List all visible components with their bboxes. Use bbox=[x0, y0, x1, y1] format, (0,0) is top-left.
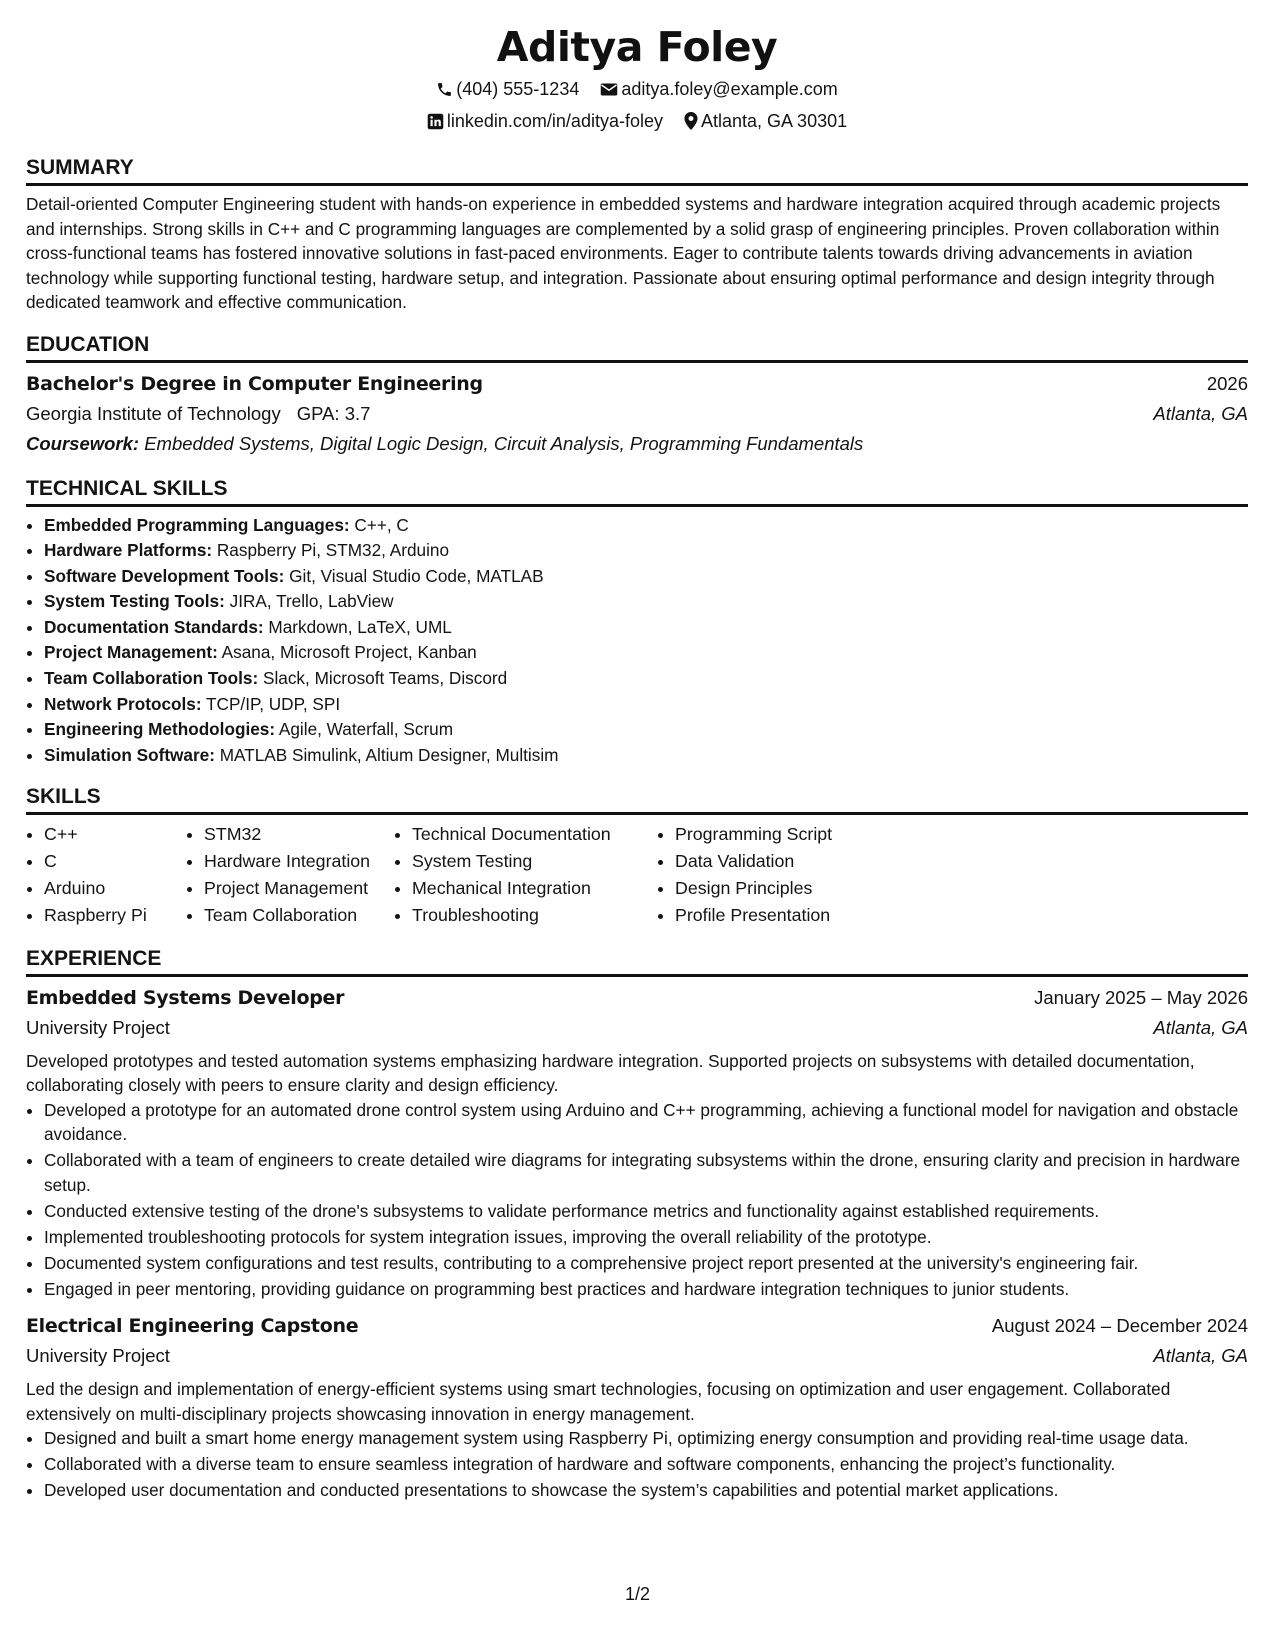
job-location: Atlanta, GA bbox=[1153, 1016, 1248, 1038]
job-dates: August 2024 – December 2024 bbox=[991, 1315, 1248, 1337]
contact-linkedin[interactable] bbox=[427, 107, 663, 138]
degree-title: Bachelor's Degree in Computer Engineering bbox=[26, 372, 483, 395]
list-item: • Programming Script bbox=[675, 821, 935, 848]
job-title: Embedded Systems Developer bbox=[26, 986, 345, 1009]
list-item bbox=[44, 666, 1248, 691]
list-item: • Data Validation bbox=[675, 848, 935, 875]
list-item: • System Testing bbox=[412, 848, 657, 875]
gpa: GPA: 3.7 bbox=[296, 402, 371, 424]
skill-label: Team Collaboration Tools: bbox=[44, 668, 259, 689]
job-bullets bbox=[26, 1426, 1248, 1503]
list-item: • Profile Presentation bbox=[675, 902, 935, 929]
skill-value: JIRA, Trello, LabView bbox=[229, 591, 394, 612]
linkedin-text: linkedin.com/in/aditya-foley bbox=[446, 111, 663, 131]
skill-label: System Testing Tools: bbox=[44, 591, 225, 612]
skill-value: Markdown, LaTeX, UML bbox=[268, 616, 452, 637]
list-item: • Arduino bbox=[44, 875, 186, 902]
list-item: • Hardware Integration bbox=[204, 848, 394, 875]
school-name: Georgia Institute of Technology bbox=[26, 402, 281, 424]
phone-text: (404) 555-1234 bbox=[456, 79, 580, 99]
list-item: • Raspberry Pi bbox=[44, 902, 186, 929]
list-item bbox=[44, 615, 1248, 640]
skills-section bbox=[26, 783, 1248, 928]
list-item bbox=[44, 564, 1248, 589]
candidate-name: Aditya Foley bbox=[496, 23, 778, 71]
email-text: aditya.foley@example.com bbox=[621, 79, 838, 99]
skill-value: Git, Visual Studio Code, MATLAB bbox=[289, 565, 544, 586]
skill-label: Simulation Software: bbox=[44, 744, 215, 765]
contact-phone bbox=[436, 75, 579, 106]
skill-value: MATLAB Simulink, Altium Designer, Multisim bbox=[219, 744, 559, 765]
skills-column bbox=[394, 821, 657, 928]
contact-location bbox=[684, 107, 847, 138]
education-row-2 bbox=[26, 399, 1248, 429]
list-item bbox=[44, 589, 1248, 614]
list-item: • Implemented troubleshooting protocols for system integration issues, improving the overall reliability of the prototype. bbox=[44, 1225, 1248, 1250]
skills-column bbox=[657, 821, 935, 928]
section-heading: SKILLS bbox=[26, 783, 1248, 815]
experience-entry bbox=[26, 983, 1248, 1302]
job-title: Electrical Engineering Capstone bbox=[26, 1315, 359, 1338]
coursework bbox=[26, 429, 1248, 459]
skill-value: Slack, Microsoft Teams, Discord bbox=[263, 668, 508, 689]
list-item: • Technical Documentation bbox=[412, 821, 657, 848]
skills-grid bbox=[26, 821, 1248, 928]
list-item: • Designed and built a smart home energy management system using Raspberry Pi, optimizing energy consumption and providing real-time usage data. bbox=[44, 1426, 1248, 1451]
contact-email[interactable] bbox=[600, 75, 837, 106]
list-item: • C bbox=[44, 848, 186, 875]
list-item: • Design Principles bbox=[675, 875, 935, 902]
location-text: Atlanta, GA 30301 bbox=[701, 111, 848, 131]
job-org-row bbox=[26, 1341, 1248, 1371]
coursework-list: Embedded Systems, Digital Logic Design, Circuit Analysis, Programming Fundamentals bbox=[144, 432, 864, 454]
list-item: • Project Management bbox=[204, 875, 394, 902]
technical-skills-list bbox=[26, 513, 1248, 768]
envelope-icon bbox=[600, 78, 618, 106]
list-item: • Engaged in peer mentoring, providing guidance on programming best practices and hardware integration techniques to junior students. bbox=[44, 1277, 1248, 1302]
map-pin-icon bbox=[684, 110, 698, 138]
phone-icon bbox=[436, 78, 453, 106]
list-item: • Mechanical Integration bbox=[412, 875, 657, 902]
list-item: • Collaborated with a diverse team to ensure seamless integration of hardware and software components, enhancing the project’s functionality. bbox=[44, 1452, 1248, 1477]
job-location: Atlanta, GA bbox=[1153, 1345, 1248, 1367]
resume-header bbox=[26, 20, 1248, 138]
technical-skills-section bbox=[26, 475, 1248, 768]
list-item: • Team Collaboration bbox=[204, 902, 394, 929]
skill-value: Asana, Microsoft Project, Kanban bbox=[221, 642, 477, 663]
list-item bbox=[44, 743, 1248, 768]
job-title-row bbox=[26, 983, 1248, 1013]
list-item bbox=[44, 692, 1248, 717]
school-location: Atlanta, GA bbox=[1153, 402, 1248, 424]
section-heading: EXPERIENCE bbox=[26, 945, 1248, 977]
section-heading: SUMMARY bbox=[26, 154, 1248, 186]
experience-section bbox=[26, 945, 1248, 1503]
list-item: • C++ bbox=[44, 821, 186, 848]
job-title-row bbox=[26, 1311, 1248, 1341]
list-item: • Conducted extensive testing of the drone's subsystems to validate performance metrics and functionality against established requirements. bbox=[44, 1199, 1248, 1224]
job-bullets bbox=[26, 1098, 1248, 1302]
list-item: • Developed user documentation and conducted presentations to showcase the system’s capabilities and potential market applications. bbox=[44, 1478, 1248, 1503]
skill-label: Hardware Platforms: bbox=[44, 540, 213, 561]
list-item: • Documented system configurations and test results, contributing to a comprehensive project report presented at the university's engineering fair. bbox=[44, 1251, 1248, 1276]
education-row-1 bbox=[26, 369, 1248, 399]
list-item: • Troubleshooting bbox=[412, 902, 657, 929]
summary-section bbox=[26, 154, 1248, 315]
contact-line-2 bbox=[26, 107, 1248, 138]
coursework-label: Coursework: bbox=[26, 432, 140, 454]
skill-label: Engineering Methodologies: bbox=[44, 719, 276, 740]
graduation-year: 2026 bbox=[1206, 372, 1248, 394]
contact-line-1 bbox=[26, 75, 1248, 106]
skills-column bbox=[26, 821, 186, 928]
job-org: University Project bbox=[26, 1016, 170, 1038]
list-item: • Collaborated with a team of engineers to create detailed wire diagrams for integrating subsystems within the drone, ensuring clarity and precision in hardware setup. bbox=[44, 1148, 1248, 1197]
job-org: University Project bbox=[26, 1345, 170, 1367]
experience-entry bbox=[26, 1311, 1248, 1503]
section-heading: EDUCATION bbox=[26, 331, 1248, 363]
skill-value: Agile, Waterfall, Scrum bbox=[278, 719, 454, 740]
list-item bbox=[44, 717, 1248, 742]
list-item bbox=[44, 538, 1248, 563]
job-summary: Led the design and implementation of energy-efficient systems using smart technologies, focusing on optimization and user engagement. Collaborated extensively on multi-disciplinary projects showcasing innovation in energy management. bbox=[26, 1379, 1171, 1424]
page-number: 1/2 bbox=[624, 1584, 651, 1604]
job-summary: Developed prototypes and tested automation systems emphasizing hardware integration. Supported projects on subsystems with detailed documentation, collaborating closely with peers to ensure clarity and design efficiency. bbox=[26, 1050, 1195, 1096]
education-section bbox=[26, 331, 1248, 459]
section-heading: TECHNICAL SKILLS bbox=[26, 475, 1248, 507]
resume-content bbox=[26, 20, 1248, 1504]
summary-text: Detail-oriented Computer Engineering student with hands-on experience in embedded systems and hardware integration acquired through academic projects and internships. Strong skills in C++ and C programming languages are complemented by a solid grasp of engineering principles. Proven collaboration within cross-functional teams has fostered innovative solutions in fast-paced environments. Eager to contribute talents towards driving advancements in aviation technology while supporting functional testing, hardware setup, and integration. Passionate about ensuring optimal performance and design integrity through dedicated teamwork and effective communication. bbox=[26, 194, 1221, 312]
skill-value: Raspberry Pi, STM32, Arduino bbox=[216, 540, 450, 561]
skill-label: Embedded Programming Languages: bbox=[44, 514, 350, 535]
skills-column bbox=[186, 821, 394, 928]
skill-value: C++, C bbox=[354, 514, 409, 535]
skill-label: Documentation Standards: bbox=[44, 616, 264, 637]
list-item bbox=[44, 513, 1248, 538]
linkedin-icon bbox=[427, 110, 444, 138]
list-item: • Developed a prototype for an automated drone control system using Arduino and C++ programming, achieving a functional model for navigation and obstacle avoidance. bbox=[44, 1098, 1248, 1147]
skill-label: Software Development Tools: bbox=[44, 565, 285, 586]
skill-label: Network Protocols: bbox=[44, 693, 202, 714]
job-org-row bbox=[26, 1013, 1248, 1043]
job-dates: January 2025 – May 2026 bbox=[1034, 986, 1248, 1008]
list-item bbox=[44, 640, 1248, 665]
skill-label: Project Management: bbox=[44, 642, 218, 663]
list-item: • STM32 bbox=[204, 821, 394, 848]
skill-value: TCP/IP, UDP, SPI bbox=[206, 693, 341, 714]
school-line bbox=[26, 399, 370, 429]
